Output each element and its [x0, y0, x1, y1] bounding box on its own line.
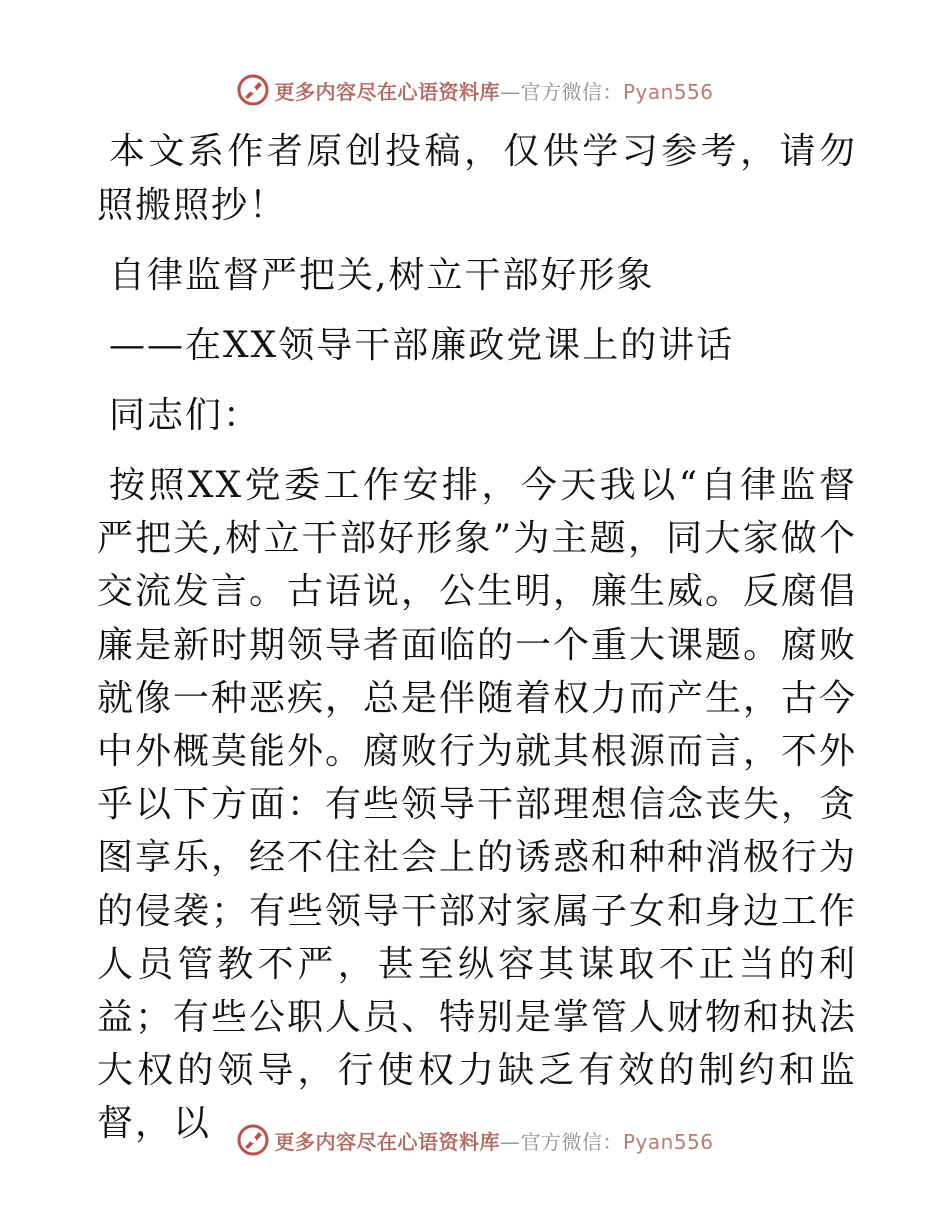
document-subtitle: ——在XX领导干部廉政党课上的讲话 — [109, 325, 735, 366]
watermark-wechat-label: 官方微信： — [520, 1129, 623, 1154]
intro-notice: 本文系作者原创投稿，仅供学习参考，请勿照搬照抄！ — [97, 131, 857, 226]
watermark-separator: — — [499, 1129, 521, 1154]
watermark-wechat-id: Pyan556 — [622, 1129, 714, 1154]
watermark-text — [274, 76, 713, 105]
watermark-text — [274, 1126, 713, 1155]
watermark-brand: 更多内容尽在心语资料库 — [274, 79, 500, 104]
watermark-wechat-label: 官方微信： — [520, 79, 623, 104]
body-paragraph: 按照XX党委工作安排，今天我以“自律监督严把关,树立干部好形象”为主题，同大家做个交流发言。古语说，公生明，廉生威。反腐倡廉是新时期领导者面临的一个重大课题。腐败就像一种恶疾，总是伴随着权力而产生，古今中外概莫能外。腐败行为就其根源而言，不外乎以下方面：有些领导干部理想信念丧失，贪图享乐，经不住社会上的诱惑和种种消极行为的侵袭；有些领导干部对家属子女和身边工作人员管教不严，甚至纵容其谋取不正当的利益；有些公职人员、特别是掌管人财物和执法大权的领导，行使权力缺乏有效的制约和监督，以 — [97, 465, 858, 1145]
document-content — [97, 125, 857, 1151]
quill-seal-icon — [236, 73, 270, 107]
watermark-brand: 更多内容尽在心语资料库 — [274, 1129, 500, 1154]
watermark-separator: — — [499, 79, 521, 104]
greeting: 同志们： — [109, 395, 262, 436]
footer-watermark — [0, 1120, 950, 1160]
header-watermark — [0, 70, 950, 110]
document-title: 自律监督严把关,树立干部好形象 — [109, 255, 655, 296]
watermark-wechat-id: Pyan556 — [622, 79, 714, 104]
quill-seal-icon — [236, 1123, 270, 1157]
